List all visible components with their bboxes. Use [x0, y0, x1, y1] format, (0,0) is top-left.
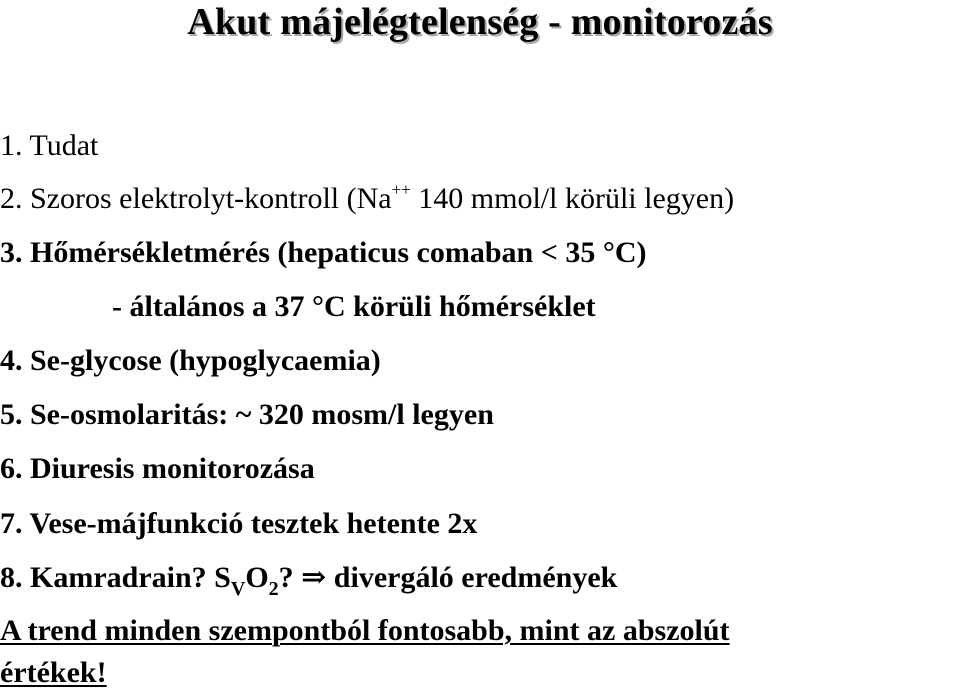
superscript: ++	[391, 180, 411, 199]
list-item-1: 1. Tudat	[0, 129, 99, 162]
subscript-2: 2	[268, 578, 279, 600]
list-item-2: 2. Szoros elektrolyt-kontroll (Na++ 140 mmol/l körüli legyen)	[0, 180, 735, 215]
list-item-7: 7. Vese-májfunkció tesztek hetente 2x	[0, 507, 478, 540]
slide-title: Akut májelégtelenség - monitorozás	[187, 1, 773, 43]
list-item-3: 3. Hőmérsékletmérés (hepaticus comaban < 35 °C)	[0, 236, 647, 269]
list-item-4: 4. Se-glycose (hypoglycaemia)	[0, 344, 381, 377]
list-item-6: 6. Diuresis monitorozása	[0, 452, 315, 485]
list-item-8: 8. Kamradrain? $S_VO_2$? ⇒ divergáló eredmények	[0, 561, 618, 600]
list-item-3-sub: - általános a 37 °C körüli hőmérséklet	[112, 290, 596, 323]
conclusion-line-2: értékek!	[0, 656, 107, 689]
conclusion-line-1: A trend minden szempontból fontosabb, mint az abszolút	[0, 614, 730, 647]
subscript-v: V	[230, 578, 246, 600]
list-item-5: 5. Se-osmolaritás: ~ 320 mosm/l legyen	[0, 398, 494, 431]
